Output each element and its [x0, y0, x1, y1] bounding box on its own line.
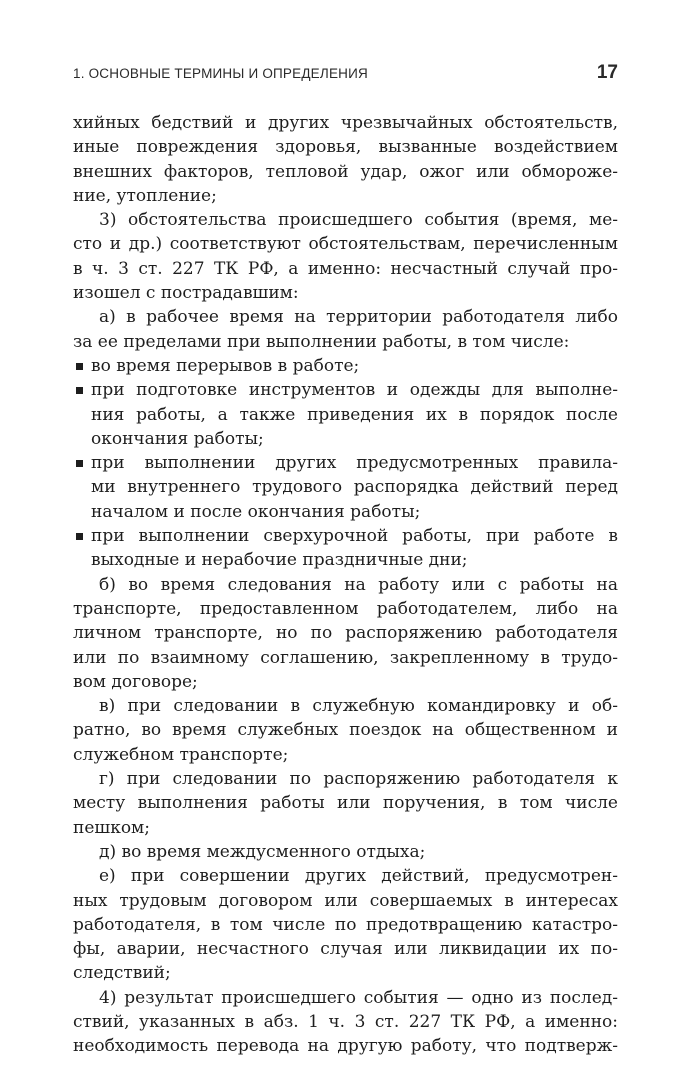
line-text: ствий, указанных в абз. 1 ч. 3 ст. 227 ТК РФ, а именно:: [73, 1011, 618, 1032]
line-text: служебном транспорте;: [73, 744, 289, 765]
text-line: [73, 305, 618, 329]
line-text: б) во время следования на работу или с работы на: [99, 574, 618, 595]
line-text: работодателя, в том числе по предотвращению катастро-: [73, 914, 618, 935]
running-title: 1. ОСНОВНЫЕ ТЕРМИНЫ И ОПРЕДЕЛЕНИЯ: [73, 66, 368, 81]
text-line: [73, 427, 618, 451]
text-line: [73, 913, 618, 937]
text-line: [73, 135, 618, 159]
line-text: е) при совершении других действий, предусмотрен-: [99, 866, 618, 887]
text-line: [73, 208, 618, 232]
page-header: [73, 62, 618, 84]
text-line: [73, 451, 618, 475]
text-line: [73, 743, 618, 767]
line-text: 4) результат происшедшего события — одно из послед-: [99, 987, 618, 1008]
text-line: [73, 184, 618, 208]
line-text: личном транспорте, но по распоряжению работодателя: [73, 623, 618, 644]
line-text: вом договоре;: [73, 671, 198, 692]
bullet-square-icon: [76, 387, 83, 394]
text-line: [73, 111, 618, 135]
text-line: [73, 475, 618, 499]
line-text: началом и после окончания работы;: [91, 501, 421, 522]
text-line: [73, 791, 618, 815]
line-text: г) при следовании по распоряжению работодателя к: [99, 769, 618, 790]
text-line: [73, 524, 618, 548]
line-text: ние, утопление;: [73, 185, 217, 206]
text-line: [73, 548, 618, 572]
text-line: [73, 403, 618, 427]
text-line: [73, 354, 618, 378]
line-text: иные повреждения здоровья, вызванные воздействием: [73, 137, 618, 158]
line-text: ных трудовым договором или совершаемых в интересах: [73, 890, 618, 911]
line-text: в) при следовании в служебную командировку и об-: [99, 696, 618, 717]
line-text: а) в рабочее время на территории работодателя либо: [99, 307, 618, 328]
line-text: во время перерывов в работе;: [91, 355, 360, 376]
text-line: [73, 281, 618, 305]
line-text: при выполнении других предусмотренных правила-: [91, 453, 618, 474]
line-text: внешних факторов, тепловой удар, ожог или обмороже-: [73, 161, 618, 182]
line-text: ния работы, а также приведения их в порядок после: [91, 404, 618, 425]
line-text: транспорте, предоставленном работодателем, либо на: [73, 598, 618, 619]
text-line: [73, 232, 618, 256]
text-line: [73, 694, 618, 718]
text-line: [73, 330, 618, 354]
line-text: пешком;: [73, 817, 151, 838]
line-text: ратно, во время служебных поездок на общественном и: [73, 720, 618, 741]
line-text: за ее пределами при выполнении работы, в том числе:: [73, 331, 570, 352]
line-text: следствий;: [73, 963, 171, 984]
line-text: месту выполнения работы или поручения, в том числе: [73, 793, 618, 814]
text-line: [73, 937, 618, 961]
text-line: [73, 864, 618, 888]
line-text: необходимость перевода на другую работу, что подтверж-: [73, 1036, 618, 1057]
text-line: [73, 889, 618, 913]
text-line: [73, 961, 618, 985]
text-line: [73, 986, 618, 1010]
bullet-square-icon: [76, 363, 83, 370]
line-text: при выполнении сверхурочной работы, при работе в: [91, 526, 618, 547]
page-number: 17: [596, 62, 618, 83]
text-line: [73, 257, 618, 281]
text-line: [73, 378, 618, 402]
line-text: ми внутреннего трудового распорядка действий перед: [91, 477, 618, 498]
text-line: [73, 816, 618, 840]
text-line: [73, 621, 618, 645]
line-text: д) во время междусменного отдыха;: [99, 841, 426, 862]
text-line: [73, 767, 618, 791]
line-text: 3) обстоятельства происшедшего события (время, ме-: [99, 210, 618, 231]
text-line: [73, 840, 618, 864]
line-text: при подготовке инструментов и одежды для выполне-: [91, 380, 618, 401]
line-text: или по взаимному соглашению, закрепленному в трудо-: [73, 647, 618, 668]
bullet-square-icon: [76, 460, 83, 467]
line-text: окончания работы;: [91, 428, 264, 449]
line-text: фы, аварии, несчастного случая или ликвидации их по-: [73, 939, 618, 960]
bullet-square-icon: [76, 533, 83, 540]
line-text: выходные и нерабочие праздничные дни;: [91, 550, 468, 571]
line-text: изошел с пострадавшим:: [73, 283, 299, 304]
line-text: сто и др.) соответствуют обстоятельствам, перечисленным: [73, 234, 618, 255]
body-text: [73, 111, 618, 1059]
text-line: [73, 670, 618, 694]
text-line: [73, 718, 618, 742]
text-line: [73, 646, 618, 670]
text-line: [73, 573, 618, 597]
text-line: [73, 1034, 618, 1058]
text-line: [73, 500, 618, 524]
text-line: [73, 597, 618, 621]
text-line: [73, 1010, 618, 1034]
text-line: [73, 160, 618, 184]
line-text: в ч. 3 ст. 227 ТК РФ, а именно: несчастный случай про-: [73, 258, 618, 279]
line-text: хийных бедствий и других чрезвычайных обстоятельств,: [73, 113, 618, 133]
